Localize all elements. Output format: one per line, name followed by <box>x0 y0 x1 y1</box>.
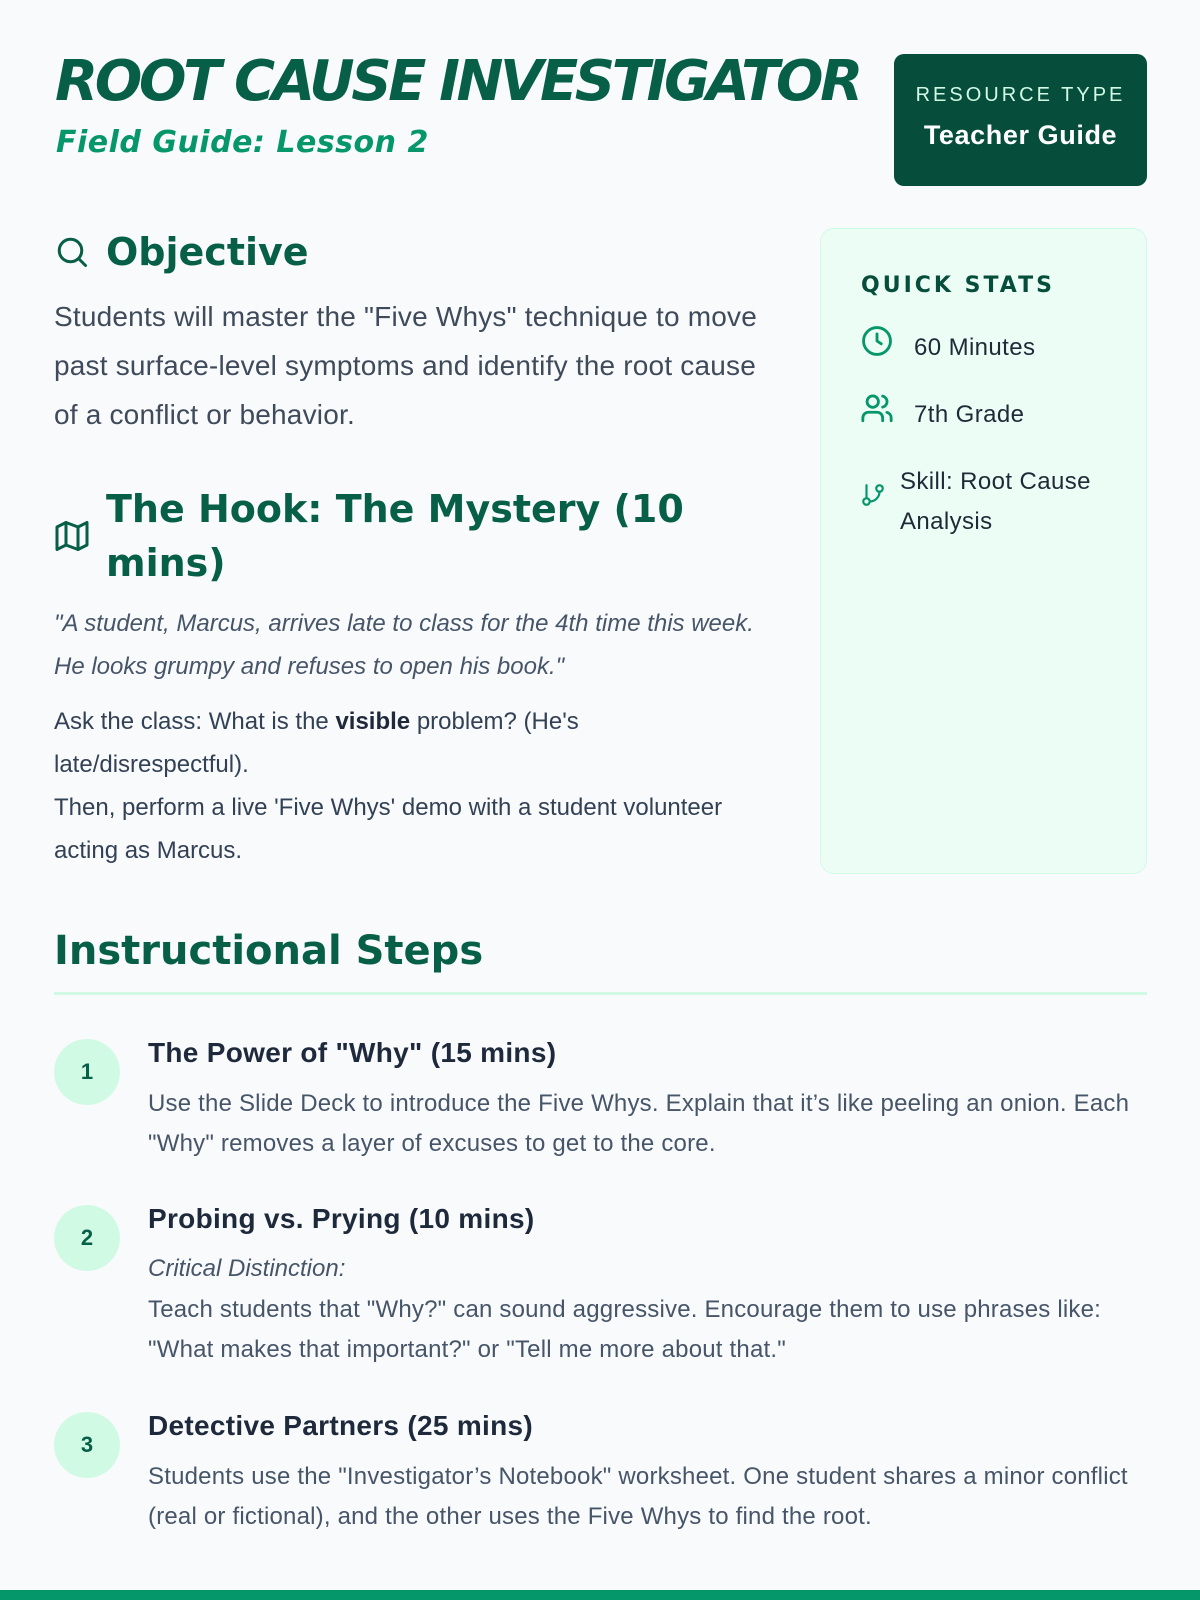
bottom-accent-bar <box>0 1590 1200 1600</box>
git-branch-icon <box>860 482 886 508</box>
hook-heading-text: The Hook: The Mystery (10 mins) <box>106 487 684 585</box>
quick-stats-title: QUICK STATS <box>861 273 1055 298</box>
hook-ask-text <box>54 700 774 786</box>
step-title: Detective Partners (25 mins) <box>148 1410 534 1441</box>
resource-type-label: RESOURCE TYPE <box>915 84 1126 106</box>
objective-heading <box>54 230 309 274</box>
objective-text: Students will master the "Five Whys" technique to move past surface-level symptoms and identify the root cause of a conflict or behavior. <box>54 301 757 430</box>
clock-icon <box>860 324 894 358</box>
stat-skill-label: Skill: Root Cause Analysis <box>900 468 1091 535</box>
step-description: Use the Slide Deck to introduce the Five Whys. Explain that it’s like peeling an onion. Each "Why" removes a layer of excuses to get to the core. <box>148 1090 1130 1157</box>
hook-heading <box>54 482 714 590</box>
step-number-badge: 1 <box>54 1039 120 1105</box>
resource-type-value: Teacher Guide <box>923 120 1118 150</box>
stat-duration-label: 60 Minutes <box>914 334 1036 361</box>
step-title: Probing vs. Prying (10 mins) <box>148 1203 535 1234</box>
map-icon <box>54 518 90 554</box>
hook-ask-prefix: Ask the class: What is the <box>54 708 336 735</box>
resource-type-badge <box>894 54 1147 186</box>
stat-duration <box>860 328 1035 368</box>
objective-heading-text: Objective <box>106 230 309 274</box>
steps-divider <box>54 992 1147 995</box>
hook-ask-bold: visible <box>335 708 411 735</box>
page-subtitle: Field Guide: Lesson 2 <box>56 125 429 160</box>
hook-ask-suffix: problem? (He's late/disrespectful). <box>54 708 579 778</box>
stat-skill <box>860 462 1120 542</box>
search-icon <box>54 234 90 270</box>
step-number-badge: 3 <box>54 1412 120 1478</box>
step-title: The Power of "Why" (15 mins) <box>148 1037 557 1068</box>
page-title: ROOT CAUSE INVESTIGATOR <box>55 49 860 114</box>
step-number-badge: 2 <box>54 1205 120 1271</box>
hook-then-text: Then, perform a live 'Five Whys' demo with a student volunteer acting as Marcus. <box>54 794 723 864</box>
hook-instructions <box>54 700 774 872</box>
hook-quote: "A student, Marcus, arrives late to class for the 4th time this week. He looks grumpy and refuses to open his book." <box>54 610 754 680</box>
users-icon <box>860 391 894 425</box>
step-description: Students use the "Investigator’s Notebook" worksheet. One student shares a minor conflict (real or fictional), and the other uses the Five Whys to find the root. <box>148 1463 1128 1530</box>
instructional-steps-heading: Instructional Steps <box>54 928 484 974</box>
step-emphasis: Critical Distinction: <box>148 1255 346 1282</box>
step-description: Teach students that "Why?" can sound aggressive. Encourage them to use phrases like: "What makes that important?" or "Tell me more about that." <box>148 1296 1102 1363</box>
stat-grade-label: 7th Grade <box>914 401 1025 428</box>
stat-grade <box>860 395 1024 435</box>
